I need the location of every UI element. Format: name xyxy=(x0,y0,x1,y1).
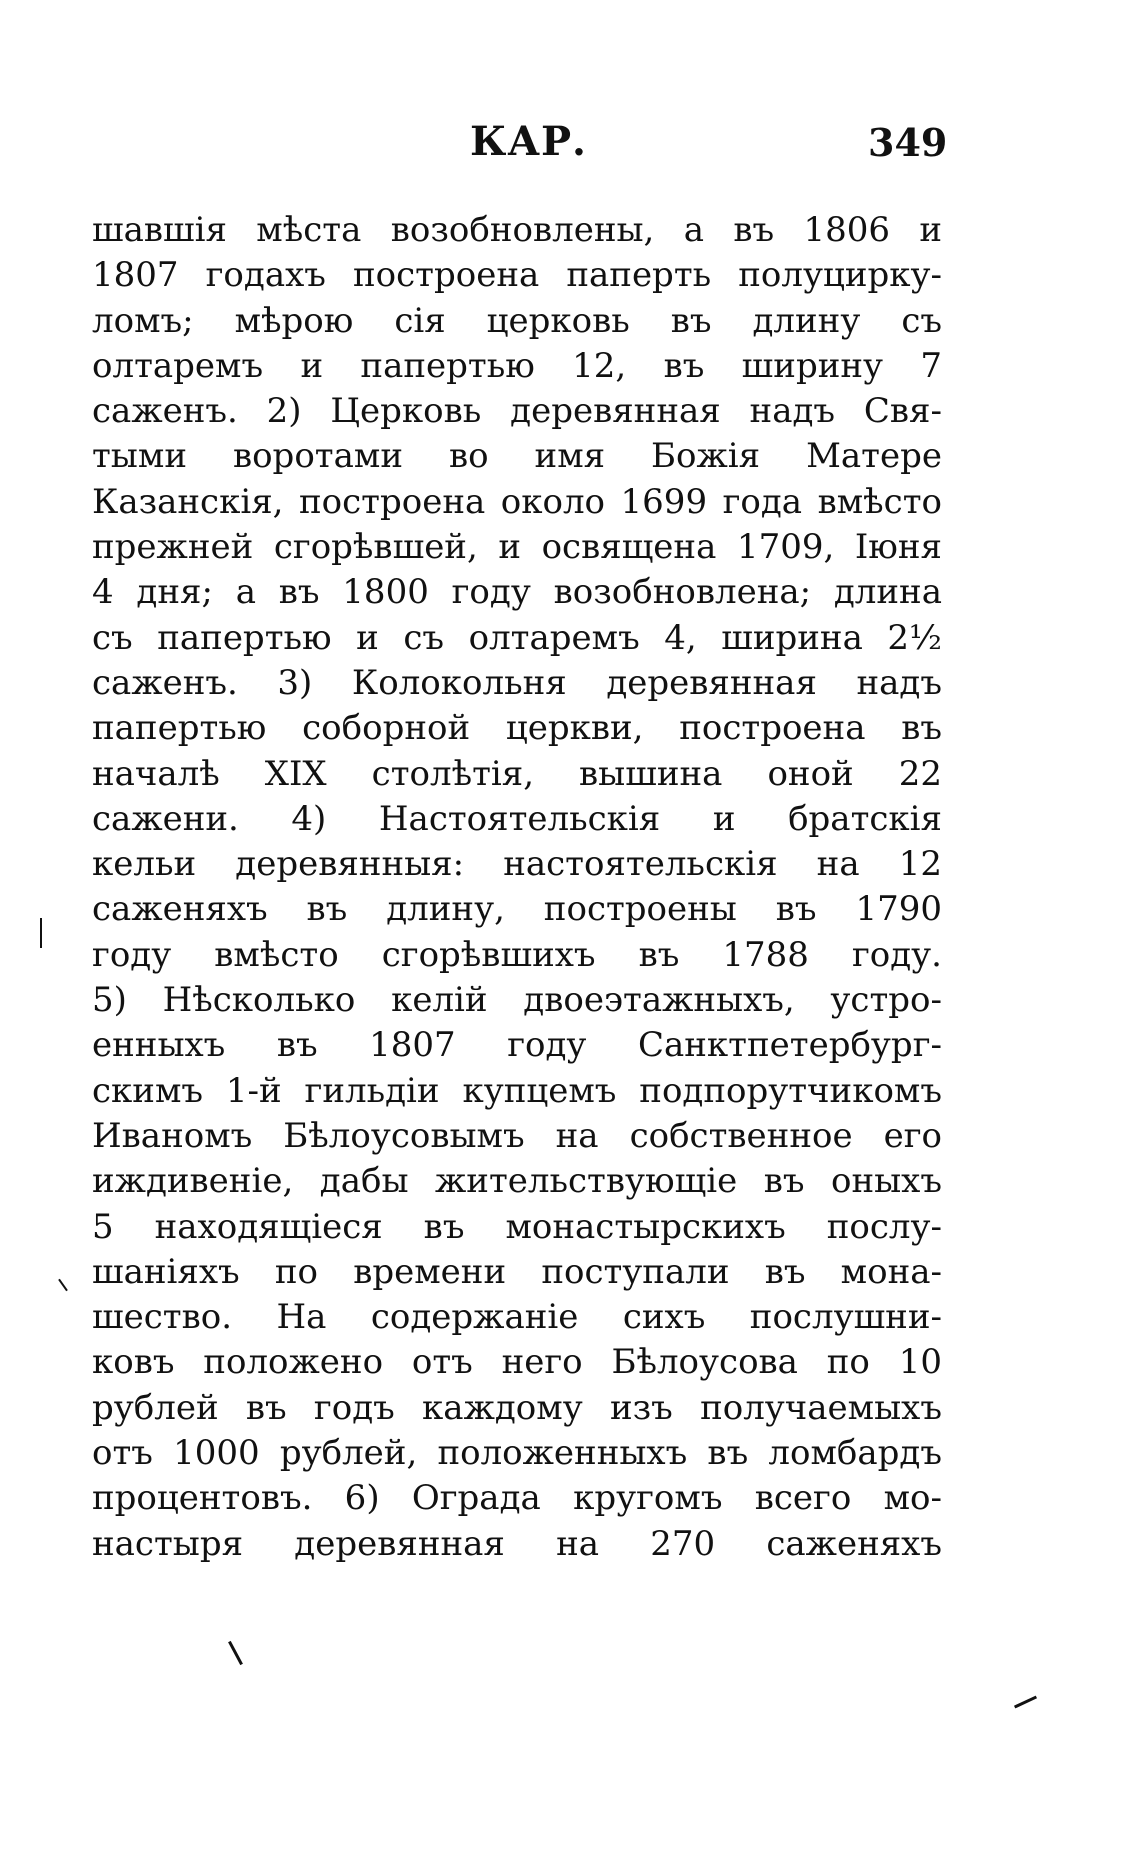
ink-speck xyxy=(228,1641,243,1665)
text-line: сажени. 4) Настоятельскія и братскія xyxy=(92,798,942,839)
text-line: ковъ положено отъ него Бѣлоусова по 10 xyxy=(92,1342,942,1383)
text-line: ломъ; мѣрою сія церковь въ длину съ xyxy=(92,300,942,341)
text-line: иждивеніе, дабы жительствующіе въ оныхъ xyxy=(92,1161,942,1202)
text-line: енныхъ въ 1807 году Санктпетербург- xyxy=(92,1025,942,1066)
text-line: саженъ. 2) Церковь деревянная надъ Свя- xyxy=(92,391,942,432)
text-line: шаніяхъ по времени поступали въ мона- xyxy=(92,1251,942,1292)
text-line: настыря деревянная на 270 саженяхъ xyxy=(92,1523,942,1564)
ink-speck xyxy=(40,918,42,948)
text-line: 5) Нѣсколько келій двоеэтажныхъ, устро- xyxy=(92,980,942,1021)
text-line: 4 дня; а въ 1800 году возобновлена; длина xyxy=(92,572,942,613)
text-line: Казанскія, построена около 1699 года вмѣсто xyxy=(92,481,942,522)
text-line: прежней сгорѣвшей, и освящена 1709, Іюня xyxy=(92,527,942,568)
body-text xyxy=(92,208,942,1567)
text-line: саженъ. 3) Колокольня деревянная надъ xyxy=(92,662,942,703)
text-line: 5 находящіеся въ монастырскихъ послу- xyxy=(92,1206,942,1247)
text-line: году вмѣсто сгорѣвшихъ въ 1788 году. xyxy=(92,934,942,975)
text-line: саженяхъ въ длину, построены въ 1790 xyxy=(92,889,942,930)
text-line: папертью соборной церкви, построена въ xyxy=(92,708,942,749)
running-head: КАР. xyxy=(470,118,587,165)
text-line: шество. На содержаніе сихъ послушни- xyxy=(92,1297,942,1338)
text-line: рублей въ годъ каждому изъ получаемыхъ xyxy=(92,1387,942,1428)
text-line: тыми воротами во имя Божія Матере xyxy=(92,436,942,477)
text-line: 1807 годахъ построена паперть полуцирку- xyxy=(92,255,942,296)
text-line: съ папертью и съ олтаремъ 4, ширина 2½ xyxy=(92,617,942,658)
text-line: кельи деревянныя: настоятельскія на 12 xyxy=(92,844,942,885)
page-number: 349 xyxy=(868,120,948,165)
ink-speck xyxy=(1014,1696,1037,1709)
text-line: шавшія мѣста возобновлены, а въ 1806 и xyxy=(92,210,942,250)
text-line: процентовъ. 6) Ограда кругомъ всего мо- xyxy=(92,1478,942,1519)
text-line: скимъ 1-й гильдіи купцемъ подпорутчикомъ xyxy=(92,1070,942,1111)
text-line: отъ 1000 рублей, положенныхъ въ ломбардъ xyxy=(92,1433,942,1474)
text-line: началѣ XIX столѣтія, вышина оной 22 xyxy=(92,753,942,794)
text-line: олтаремъ и папертью 12, въ ширину 7 xyxy=(92,345,942,386)
text-line: Иваномъ Бѣлоусовымъ на собственное его xyxy=(92,1115,942,1156)
ink-speck xyxy=(58,1279,68,1292)
